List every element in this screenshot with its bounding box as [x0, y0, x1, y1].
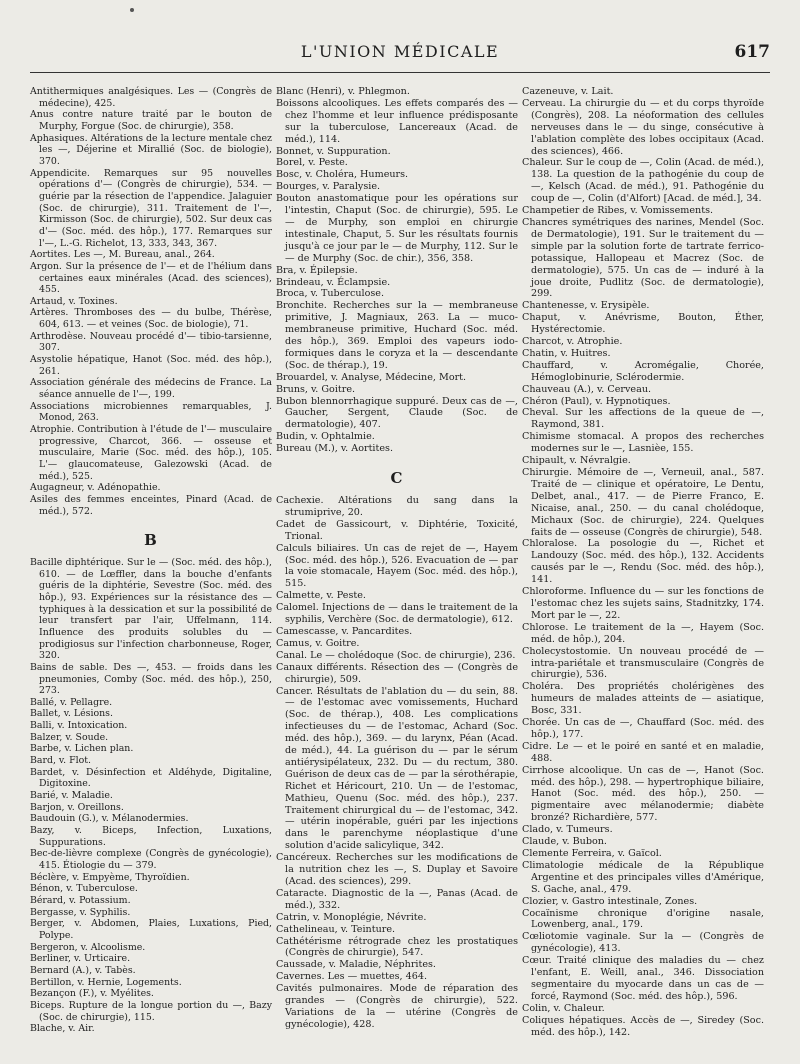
index-entry: Bonnet, v. Suppuration. — [276, 145, 391, 157]
index-column-3 — [522, 86, 764, 1039]
page-header — [30, 40, 770, 70]
index-entry: Chimisme stomacal. A propos des recherches modernes sur le —, Lasnièe, 155. — [522, 431, 764, 455]
header-rule — [30, 72, 770, 73]
index-entry: Aphasiques. Altérations de la lecture mentale chez les —, Déjerine et Mirallié (Soc. de biologie), 370. — [30, 132, 272, 167]
index-entry: Clemente Ferreira, v. Gaïcol. — [522, 848, 662, 859]
index-entry: Chauveau (A.), v. Cerveau. — [522, 383, 652, 395]
index-entry: Choléra. Des propriétés cholérigènes des humeurs de malades atteints de — asiatique, Bosc, 331. — [522, 681, 764, 717]
index-entry: Calomel. Injections de — dans le traitement de la syphilis, Verchère (Soc. de dermatologie), 612. — [276, 602, 518, 626]
index-entry: Bérard, v. Potassium. — [30, 894, 131, 906]
index-entry: Calculs biliaires. Un cas de rejet de —, Hayem (Soc. méd. des hôp.), 526. Evacuation de — par la voie stomacale, Hayem (Soc. méd. des hôp.), 515. — [276, 542, 518, 590]
index-entry: Barbe, v. Lichen plan. — [30, 743, 134, 755]
index-entry: Barié, v. Maladie. — [30, 790, 113, 802]
index-entry: Bazy, v. Biceps, Infection, Luxations, Suppurations. — [30, 825, 272, 848]
index-entry: Berger, v. Abdomen, Plaies, Luxations, Pied, Polype. — [30, 918, 272, 941]
index-entry: Cidre. Le — et le poiré en santé et en maladie, 488. — [522, 740, 764, 764]
index-entry: Bacille diphtérique. Sur le — (Soc. méd. des hôp.), 610. — de Lœffler, dans la bouche d'enfants guéris de la diphtérie, Sevestre (Soc. méd. des hôp.), 93. Expériences sur la résistance des — typhiques à la dessication et sur la possibilité de leur transfert par l'air, Uffelmann, 114. Influence des produits solubles du — prodigiosus sur l'infection charbonneuse, Roger, 320. — [30, 556, 272, 662]
index-entry: Béclère, v. Empyème, Thyroïdien. — [30, 871, 190, 883]
index-entry: Augagneur, v. Adénopathie. — [30, 482, 161, 494]
index-entry: Balli, v. Intoxication. — [30, 720, 128, 732]
index-entry: Chipault, v. Névralgie. — [522, 455, 631, 467]
index-entry: Cœur. Traité clinique des maladies du — chez l'enfant, E. Weill, anal., 346. Dissociation segmentaire du myocarde dans un cas de — forcé, Raymond (Soc. méd. des hôp.), 596. — [522, 955, 764, 1002]
index-entry: Budin, v. Ophtalmie. — [276, 431, 375, 443]
index-entry: Cavités pulmonaires. Mode de réparation des grandes — (Congrès de chirurgie), 522. Variations de la — utérine (Congrès de gynécologie), 428. — [276, 983, 518, 1030]
index-entry: Borel, v. Peste. — [276, 157, 348, 169]
index-entry: Chorée. Un cas de —, Chauffard (Soc. méd. des hôp.), 177. — [522, 717, 764, 740]
index-entry: Bezançon (F.), v. Myélites. — [30, 988, 154, 1000]
index-entry: Cancer. Résultats de l'ablation du — du sein, 88. — de l'estomac avec vomissements, Huchard (Soc. de thérap.), 408. Les complications infectieuses du — de l'estomac, Achard (Soc. méd. des hôp.), 369. — du larynx, Péan (Acad. de méd.), 44. La guérison du — par le sérum antiérysipélateux, 232. Du — du rectum, 380. Guérison de deux cas de — par la sérothérapie, Richet et Héricourt, 210. Un — de l'estomac, Mathieu, Quenu (Soc. méd. des hôp.), 237. Traitement chirurgical du — de l'estomac, 342. — utérin inopérable, guéri par les injections dans le parenchyme néoplastique d'une solution d'acide salicylique, 342. — [276, 685, 518, 852]
index-entry: Cathelineau, v. Teinture. — [276, 923, 396, 935]
index-entry: Bernard (A.), v. Tabès. — [30, 964, 136, 976]
index-entry: Cœliotomie vaginale. Sur la — (Congrès de gynécologie), 413. — [522, 931, 764, 955]
index-entry: Cancéreux. Recherches sur les modifications de la nutrition chez les —, S. Duplay et Savoire (Acad. des sciences), 299. — [276, 852, 518, 887]
index-entry: Brindeau, v. Éclampsie. — [276, 276, 391, 288]
index-column-1 — [30, 86, 272, 1035]
index-entry: Catrin, v. Monoplégie, Névrite. — [276, 911, 427, 923]
index-entry: Cadet de Gassicourt, v. Diphtérie, Toxicité, Trional. — [276, 518, 518, 542]
page-number: 617 — [734, 42, 770, 62]
index-entry: Chauffard, v. Acromégalie, Chorée, Hémoglobinurie, Sclérodermie. — [522, 359, 764, 383]
index-entry: Aortites. Les —, M. Bureau, anal., 264. — [30, 249, 215, 261]
index-entry: Bertillon, v. Hernie, Logements. — [30, 976, 182, 988]
index-entry: Bard, v. Flot. — [30, 755, 91, 767]
index-entry: Balzer, v. Soude. — [30, 731, 109, 743]
ink-speck — [130, 8, 134, 12]
index-entry: Cholecystostomie. Un nouveau procédé de — intra-pariétale et transmusculaire (Congrès de chirurgie), 536. — [522, 645, 764, 681]
index-entry: Biceps. Rupture de la longue portion du —, Bazy (Soc. de chirurgie), 115. — [30, 999, 272, 1023]
index-entry: Anus contre nature traité par le bouton de Murphy, Forgue (Soc. de chirurgie), 358. — [30, 109, 272, 132]
index-entry: Claude, v. Bubon. — [522, 836, 607, 848]
index-entry: Blanc (Henri), v. Phlegmon. — [276, 86, 410, 97]
index-entry: Bronchite. Recherches sur la — membraneuse primitive, J. Magniaux, 263. La — muco-membraneuse primitive, Huchard (Soc. méd. des hôp.), 369. Emploi des vapeurs iodo-formiques dans le coryza et la — descendante (Soc. de thérap.), 19. — [276, 300, 518, 371]
index-entry: Chéron (Paul), v. Hypnotiques. — [522, 395, 671, 407]
index-entry: Chaleur. Sur le coup de —, Colin (Acad. de méd.), 138. La question de la pathogénie du coup de —, Kelsch (Acad. de méd.), 91. Pathogénie du coup de —, Colin (d'Alfort) [Acad. de méd.], 34. — [522, 157, 764, 205]
index-entry: Canaux différents. Résection des — (Congrès de chirurgie), 509. — [276, 661, 518, 685]
section-letter: C — [390, 469, 404, 488]
index-entry: Brouardel, v. Analyse, Médecine, Mort. — [276, 371, 467, 383]
index-entry: Cirrhose alcoolique. Un cas de —, Hanot (Soc. méd. des hôp.), 298. — hypertrophique biliaire, Hanot (Soc. méd. des hôp.), 250. — pigmentaire avec mélanodermie; diabète bronzé? Richardière, 577. — [522, 764, 764, 824]
index-entry: Bec-de-lièvre complexe (Congrès de gynécologie), 415. Étiologie du — 379. — [30, 848, 272, 871]
index-entry: Arthrodèse. Nouveau procédé d'— tibio-tarsienne, 307. — [30, 330, 272, 354]
section-letter: B — [144, 531, 158, 550]
index-entry: Cazeneuve, v. Lait. — [522, 86, 614, 97]
index-entry: Broca, v. Tuberculose. — [276, 288, 385, 300]
index-entry: Cerveau. La chirurgie du — et du corps thyroïde (Congrès), 208. La néoformation des cellules nerveuses dans le — du singe, consécutive à l'ablation complète des lobes occipitaux (Acad. des sciences), 466. — [522, 97, 764, 157]
index-entry: Chaput, v. Anévrisme, Bouton, Éther, Hystérectomie. — [522, 312, 764, 336]
index-entry: Bourges, v. Paralysie. — [276, 181, 381, 193]
index-entry: Chlorose. Le traitement de la —, Hayem (Soc. méd. de hôp.), 204. — [522, 621, 764, 645]
index-entry: Appendicite. Remarques sur 95 nouvelles opérations d'— (Congrès de chirurgie), 534. — guérie par la résection de l'appendice. Jalaguier (Soc. de chirurgie), 311. Traitement de l'—, Kirmisson (Soc. de chirurgie), 502. Sur deux cas d'— (Soc. méd. des hôp.), 177. Remarques sur l'—, L.-G. Richelot, 13, 333, 343, 367. — [30, 167, 272, 249]
index-entry: Artaud, v. Toxines. — [30, 295, 118, 307]
index-entry: Bureau (M.), v. Aortites. — [276, 443, 393, 455]
index-entry: Chloralose. La posologie du —, Richet et Landouzy (Soc. méd. des hôp.), 132. Accidents causés par le —, Rendu (Soc. méd. des hôp.), 141. — [522, 538, 764, 586]
index-entry: Bouton anastomatique pour les opérations sur l'intestin, Chaput (Soc. de chirurgie), 595. Le — de Murphy, son emploi en chirurgie intestinale, Chaput, 5. Sur les résultats fournis jusqu'à ce jour par le — de Murphy, 112. Sur le — de Murphy (Soc. de chir.), 356, 358. — [276, 193, 518, 264]
index-entry: Climatologie médicale de la République Argentine et des principales villes d'Amérique, S. Gache, anal., 479. — [522, 859, 764, 895]
index-entry: Argon. Sur la présence de l'— et de l'hélium dans certaines eaux minérales (Acad. des sciences), 455. — [30, 260, 272, 296]
index-entry: Antithermiques analgésiques. Les — (Congrès de médecine), 425. — [30, 86, 272, 109]
index-entry: Cheval. Sur les affections de la queue de —, Raymond, 381. — [522, 407, 764, 431]
index-entry: Bénon, v. Tuberculose. — [30, 883, 138, 895]
index-entry: Charcot, v. Atrophie. — [522, 336, 623, 348]
index-entry: Bubon blennorrhagique suppuré. Deux cas de —, Gaucher, Sergent, Claude (Soc. de dermatologie), 407. — [276, 395, 518, 431]
index-entry: Artères. Thromboses des — du bulbe, Thérèse, 604, 613. — et veines (Soc. de biologie), 71. — [30, 307, 272, 331]
index-entry: Association générale des médecins de France. La séance annuelle de l'—, 199. — [30, 377, 272, 401]
index-entry: Canal. Le — cholédoque (Soc. de chirurgie), 236. — [276, 649, 516, 661]
index-entry: Asystolie hépatique, Hanot (Soc. méd. des hôp.), 261. — [30, 354, 272, 377]
index-entry: Bosc, v. Choléra, Humeurs. — [276, 169, 409, 181]
index-entry: Camus, v. Goitre. — [276, 637, 360, 649]
index-entry: Bergasse, v. Syphilis. — [30, 906, 131, 918]
index-entry: Blache, v. Air. — [30, 1023, 95, 1035]
index-entry: Colin, v. Chaleur. — [522, 1002, 605, 1014]
index-entry: Barjon, v. Oreillons. — [30, 801, 124, 813]
index-entry: Bruns, v. Goitre. — [276, 383, 356, 395]
index-entry: Berliner, v. Urticaire. — [30, 953, 131, 965]
index-entry: Boissons alcooliques. Les effets comparés des — chez l'homme et leur influence prédisposante sur la tuberculose, Lancereaux (Acad. de méd.), 114. — [276, 97, 518, 145]
index-entry: Asiles des femmes enceintes, Pinard (Acad. de méd.), 572. — [30, 493, 272, 517]
index-entry: Cataracte. Diagnostic de la —, Panas (Acad. de méd.), 332. — [276, 887, 518, 911]
index-entry: Caussade, v. Maladie, Néphrites. — [276, 959, 436, 971]
index-entry: Cachexie. Altérations du sang dans la strumiprive, 20. — [276, 495, 518, 518]
index-entry: Coliques hépatiques. Accès de —, Siredey (Soc. méd. des hôp.), 142. — [522, 1014, 764, 1038]
index-entry: Chantenesse, v. Erysipèle. — [522, 300, 650, 312]
running-title: L'UNION MÉDICALE — [300, 42, 500, 61]
index-entry: Bra, v. Épilepsie. — [276, 264, 358, 276]
index-entry: Ballet, v. Lésions. — [30, 708, 113, 720]
index-entry: Cocaïnisme chronique d'origine nasale, Lowenberg, anal., 179. — [522, 907, 764, 931]
index-entry: Bergeron, v. Alcoolisme. — [30, 941, 146, 953]
index-entry: Clado, v. Tumeurs. — [522, 824, 613, 836]
index-entry: Chirurgie. Mémoire de —, Verneuil, anal., 587. Traité de — clinique et opératoire, Le Dentu, Delbet, anal., 417. — de Pierre Franco, E. Nicaise, anal., 250. — du canal cholédoque, Michaux (Soc. de chirurgie), 224. Quelques faits de — osseuse (Congrès de chirurgie), 548. — [522, 467, 764, 538]
index-column-2 — [276, 86, 518, 1031]
index-entry: Chatin, v. Huitres. — [522, 347, 611, 359]
index-entry: Bardet, v. Désinfection et Aldéhyde, Digitaline, Digitoxine. — [30, 766, 272, 790]
index-entry: Baudouin (G.), v. Mélanodermies. — [30, 813, 189, 825]
index-entry: Clozier, v. Gastro intestinale, Zones. — [522, 895, 698, 907]
index-entry: Bains de sable. Des —, 453. — froids dans les pneumonies, Comby (Soc. méd. des hôp.), 250, 273. — [30, 661, 272, 697]
index-entry: Camescasse, v. Pancardites. — [276, 625, 413, 637]
index-entry: Chancres symétriques des narines, Mendel (Soc. de Dermatologie), 191. Sur le traitement du — simple par la solution forte de tartrate ferrico-potassique, Hallopeau et Macrez (Soc. de dermatologie), 575. Un cas de — induré à la joue droite, Pudlitz (Soc. de dermatologie), 299. — [522, 216, 764, 300]
index-entry: Atrophie. Contribution à l'étude de l'— musculaire progressive, Charcot, 366. — osseuse et musculaire, Marie (Soc. méd. des hôp.), 105. L'— glaucomateuse, Galezowski (Acad. de méd.), 525. — [30, 424, 272, 482]
index-entry: Cathétérisme rétrograde chez les prostatiques (Congrès de chirurgie), 547. — [276, 935, 518, 959]
index-entry: Ballé, v. Pellagre. — [30, 696, 113, 708]
index-entry: Cavernes. Les — muettes, 464. — [276, 971, 428, 983]
index-entry: Champetier de Ribes, v. Vomissements. — [522, 205, 714, 217]
index-entry: Chloroforme. Influence du — sur les fonctions de l'estomac chez les sujets sains, Stadnitzky, 174. Mort par le —, 22. — [522, 586, 764, 621]
index-entry: Calmette, v. Peste. — [276, 590, 366, 602]
index-entry: Associations microbiennes remarquables, J. Monod, 263. — [30, 400, 272, 424]
